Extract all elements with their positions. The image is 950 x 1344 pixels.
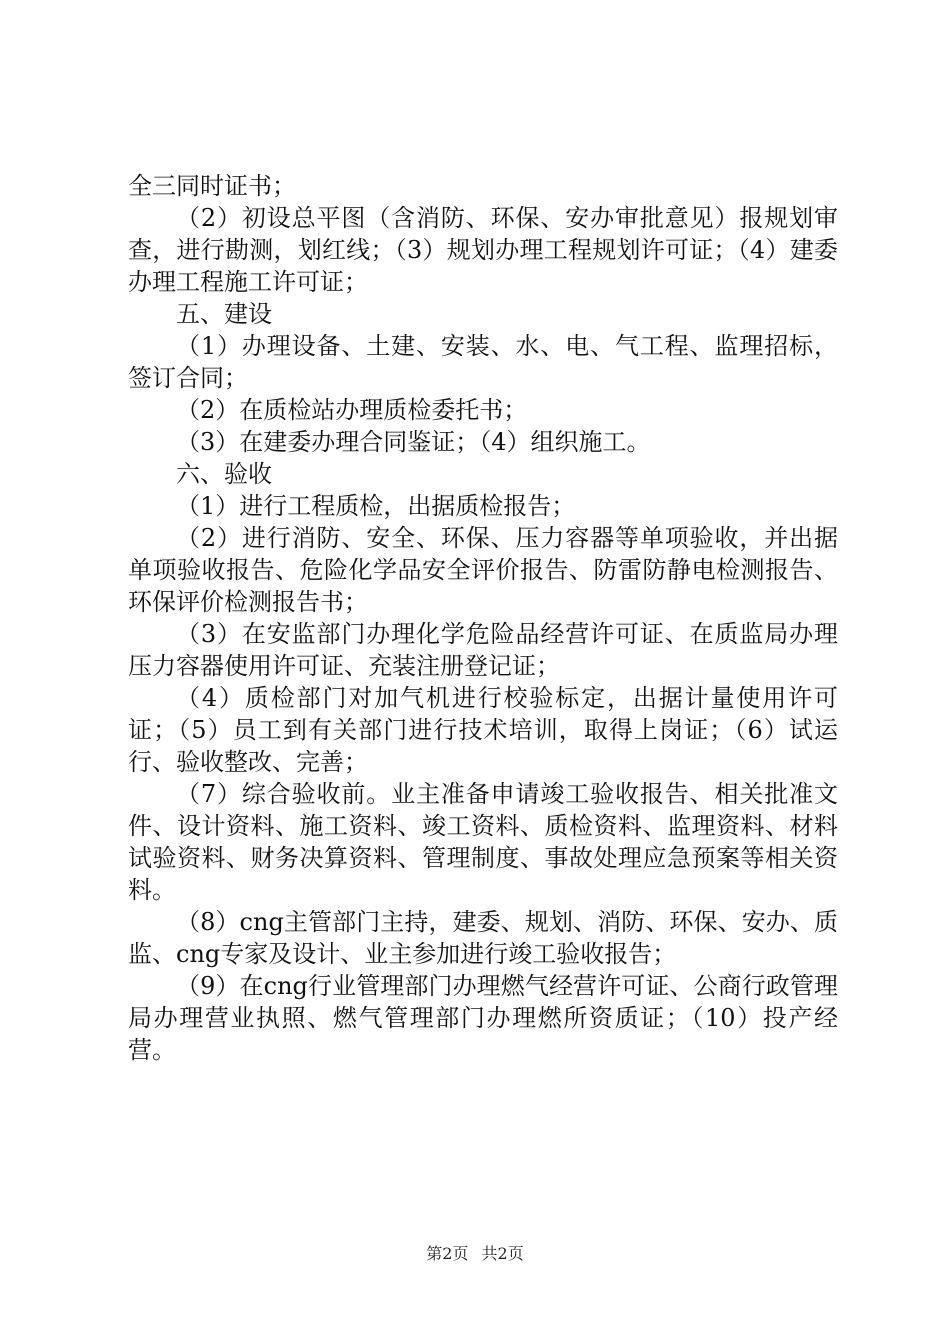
list-item: （8）cng主管部门主持，建委、规划、消防、环保、安办、质监、cng专家及设计、业主参加进行竣工验收报告； [128,908,838,968]
list-item: （2）进行消防、安全、环保、压力容器等单项验收，并出据单项验收报告、危险化学品安全评价报告、防雷防静电检测报告、环保评价检测报告书； [128,524,838,616]
list-item: （9）在cng行业管理部门办理燃气经营许可证、公商行政管理局办理营业执照、燃气管理部门办理燃所资质证；（10）投产经营。 [128,972,838,1064]
page-footer [0,1244,950,1264]
list-item: （3）在建委办理合同鉴证；（4）组织施工。 [176,428,651,456]
page-number: 第2页 [426,1244,469,1263]
paragraph-continuation: 全三同时证书； [128,172,296,200]
list-item: （7）综合验收前。业主准备申请竣工验收报告、相关批准文件、设计资料、施工资料、竣工资料、质检资料、监理资料、材料试验资料、财务决算资料、管理制度、事故处理应急预案等相关资料。 [128,780,838,904]
section-heading: 六、验收 [176,460,272,488]
list-item: （1）办理设备、土建、安装、水、电、气工程、监理招标，签订合同； [128,332,838,392]
list-item: （2）初设总平图（含消防、环保、安办审批意见）报规划审查，进行勘测，划红线；（3）规划办理工程规划许可证；（4）建委办理工程施工许可证； [128,204,838,296]
list-item: （2）在质检站办理质检委托书； [176,396,528,424]
document-body [128,170,838,1066]
section-heading: 五、建设 [176,300,272,328]
page-total: 共2页 [481,1244,524,1263]
list-item: （3）在安监部门办理化学危险品经营许可证、在质监局办理压力容器使用许可证、充装注册登记证； [128,620,838,680]
list-item: （1）进行工程质检，出据质检报告； [176,492,576,520]
list-item: （4）质检部门对加气机进行校验标定，出据计量使用许可证；（5）员工到有关部门进行技术培训，取得上岗证；（6）试运行、验收整改、完善； [128,684,838,776]
